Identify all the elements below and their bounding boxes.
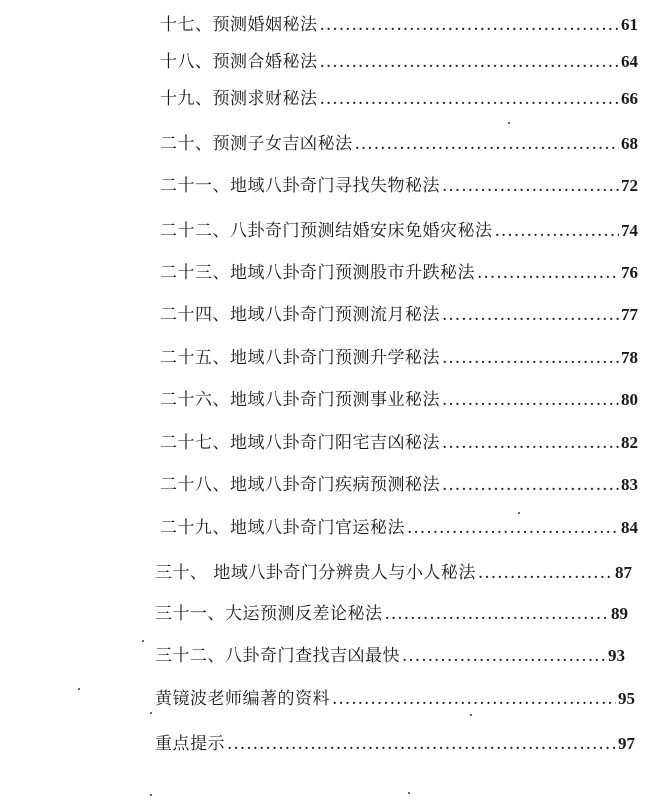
toc-leader-dots xyxy=(442,175,619,197)
toc-entry-title: 二十二、八卦奇门预测结婚安床免婚灾秘法 xyxy=(160,221,493,241)
toc-leader-dots xyxy=(402,645,606,667)
toc-entry xyxy=(155,688,635,710)
toc-entry-page: 77 xyxy=(621,305,638,324)
toc-leader-dots xyxy=(332,688,616,710)
toc-entry-title: 二十七、地域八卦奇门阳宅吉凶秘法 xyxy=(160,433,440,453)
scan-speck xyxy=(78,688,80,690)
toc-entry-title: 三十、 地域八卦奇门分辨贵人与小人秘法 xyxy=(155,563,476,583)
toc-entry xyxy=(160,88,638,110)
toc-entry-page: 72 xyxy=(621,176,638,195)
toc-entry xyxy=(160,432,638,454)
toc-entry-title: 二十八、地域八卦奇门疾病预测秘法 xyxy=(160,475,440,495)
toc-entry-page: 64 xyxy=(621,52,638,71)
toc-entry-page: 74 xyxy=(621,221,638,240)
toc-entry xyxy=(160,474,638,496)
toc-leader-dots xyxy=(320,51,620,73)
toc-entry-title: 二十一、地域八卦奇门寻找失物秘法 xyxy=(160,176,440,196)
toc-leader-dots xyxy=(442,389,619,411)
scan-speck xyxy=(518,512,520,514)
toc-leader-dots xyxy=(442,347,619,369)
toc-entry-page: 93 xyxy=(608,646,625,665)
toc-entry-title: 二十三、地域八卦奇门预测股市升跌秘法 xyxy=(160,263,475,283)
scan-speck xyxy=(408,792,410,794)
toc-entry-page: 82 xyxy=(621,433,638,452)
toc-entry xyxy=(160,347,638,369)
toc-entry-page: 66 xyxy=(621,89,638,108)
toc-entry xyxy=(160,14,638,36)
toc-leader-dots xyxy=(407,517,619,539)
toc-entry xyxy=(160,175,638,197)
scan-speck xyxy=(508,122,510,124)
toc-entry-title: 十八、预测合婚秘法 xyxy=(160,52,318,72)
toc-entry-page: 97 xyxy=(618,734,635,753)
toc-leader-dots xyxy=(355,133,620,155)
toc-entry-page: 61 xyxy=(621,15,638,34)
toc-leader-dots xyxy=(227,733,616,755)
toc-entry xyxy=(155,733,635,755)
scan-speck xyxy=(150,712,152,714)
toc-entry xyxy=(155,645,625,667)
toc-entry-page: 84 xyxy=(621,518,638,537)
toc-entry xyxy=(155,603,628,625)
toc-entry-page: 78 xyxy=(621,348,638,367)
toc-leader-dots xyxy=(442,432,619,454)
toc-entry-title: 二十六、地域八卦奇门预测事业秘法 xyxy=(160,390,440,410)
toc-entry-title: 重点提示 xyxy=(155,734,225,754)
toc-entry-page: 89 xyxy=(611,604,628,623)
toc-entry-title: 二十五、地域八卦奇门预测升学秘法 xyxy=(160,348,440,368)
toc-entry-title: 二十、预测子女吉凶秘法 xyxy=(160,134,353,154)
toc-entry-title: 二十四、地域八卦奇门预测流月秘法 xyxy=(160,305,440,325)
toc-leader-dots xyxy=(442,304,619,326)
toc-entry xyxy=(160,304,638,326)
toc-entry-page: 68 xyxy=(621,134,638,153)
toc-entry-page: 80 xyxy=(621,390,638,409)
toc-entry-page: 83 xyxy=(621,475,638,494)
toc-entry-title: 三十二、八卦奇门查找吉凶最快 xyxy=(155,646,400,666)
toc-leader-dots xyxy=(477,262,619,284)
toc-leader-dots xyxy=(442,474,619,496)
toc-entry xyxy=(160,51,638,73)
toc-entry xyxy=(160,517,638,539)
toc-entry xyxy=(160,220,638,242)
toc-entry-page: 76 xyxy=(621,263,638,282)
toc-entry-page: 95 xyxy=(618,689,635,708)
toc-entry-title: 十七、预测婚姻秘法 xyxy=(160,15,318,35)
toc-entry-title: 三十一、大运预测反差论秘法 xyxy=(155,604,383,624)
toc-entry-title: 黄镜波老师编著的资料 xyxy=(155,689,330,709)
toc-leader-dots xyxy=(320,14,620,36)
toc-leader-dots xyxy=(495,220,620,242)
toc-leader-dots xyxy=(478,562,613,584)
toc-entry xyxy=(160,133,638,155)
scan-speck xyxy=(470,714,472,716)
scan-speck xyxy=(142,640,144,642)
toc-leader-dots xyxy=(320,88,620,110)
toc-entry xyxy=(160,262,638,284)
scan-speck xyxy=(150,794,152,796)
toc-entry-title: 十九、预测求财秘法 xyxy=(160,89,318,109)
toc-entry-page: 87 xyxy=(615,563,632,582)
toc-leader-dots xyxy=(385,603,610,625)
toc-entry xyxy=(155,562,632,584)
toc-entry-title: 二十九、地域八卦奇门官运秘法 xyxy=(160,518,405,538)
toc-entry xyxy=(160,389,638,411)
